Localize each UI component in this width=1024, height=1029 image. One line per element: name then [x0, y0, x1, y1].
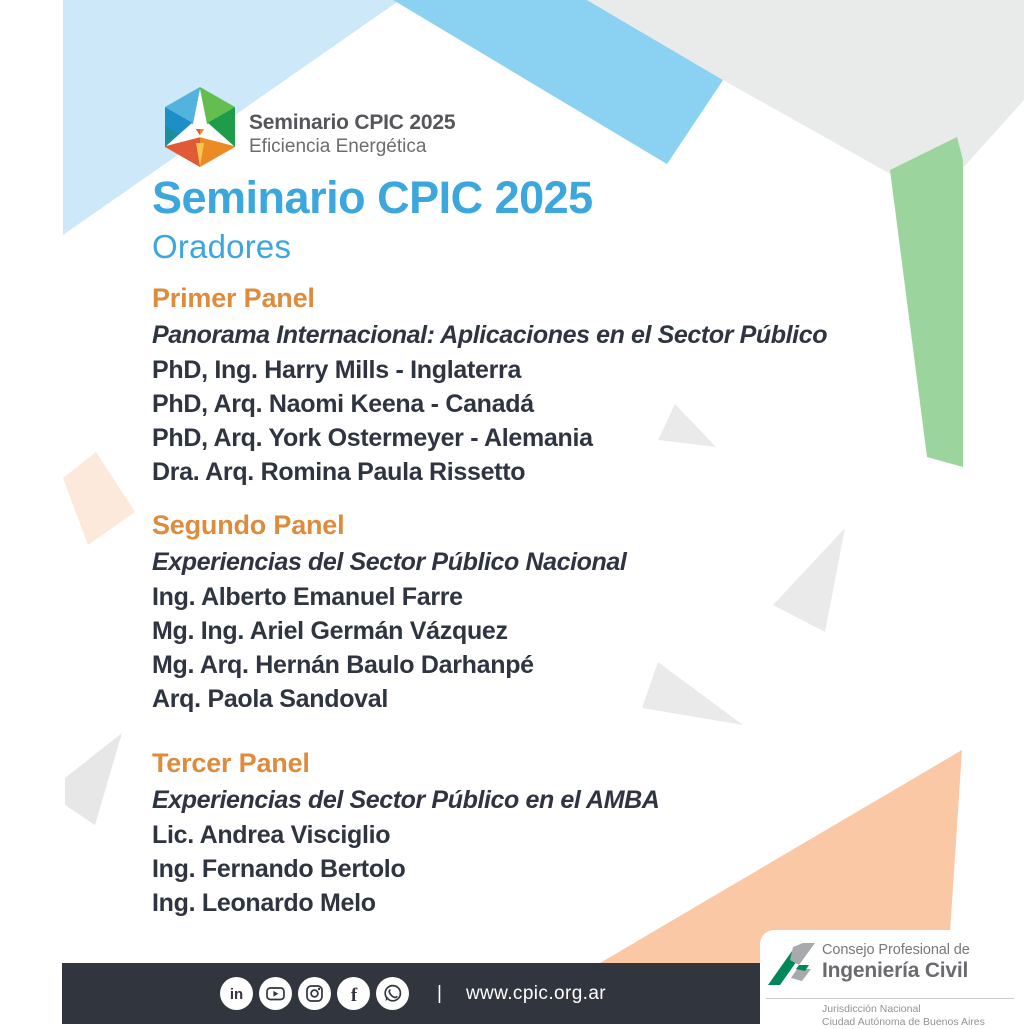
- panel-primer: [152, 283, 827, 489]
- panel-topic: Experiencias del Sector Público Nacional: [152, 548, 627, 576]
- seminar-hexagon-logo-icon: [163, 85, 237, 169]
- speaker-line: Ing. Leonardo Melo: [152, 889, 376, 917]
- speaker-line: Ing. Alberto Emanuel Farre: [152, 583, 463, 611]
- org-name-line1: Consejo Profesional de: [822, 942, 970, 958]
- seminar-badge: [163, 85, 455, 169]
- org-jurisdiction: Jurisdicción Nacional: [822, 1003, 921, 1015]
- svg-text:in: in: [229, 986, 244, 1003]
- page-title: Seminario CPIC 2025: [152, 172, 593, 223]
- speaker-line: Ing. Fernando Bertolo: [152, 855, 406, 883]
- deco-gray-kite-left: [65, 733, 122, 825]
- linkedin-icon[interactable]: [220, 977, 253, 1010]
- whatsapp-icon[interactable]: [376, 977, 409, 1010]
- panel-segundo: [152, 510, 626, 716]
- website-link[interactable]: www.cpic.org.ar: [465, 982, 607, 1004]
- org-card-divider: [766, 998, 1014, 999]
- org-name-line2: Ingeniería Civil: [822, 959, 969, 982]
- speaker-line: Arq. Paola Sandoval: [152, 685, 389, 713]
- badge-title: Seminario CPIC 2025: [249, 110, 456, 134]
- panel-topic: Experiencias del Sector Público en el AMBA: [152, 786, 660, 814]
- panel-heading: Tercer Panel: [152, 748, 310, 778]
- panel-heading: Segundo Panel: [152, 510, 345, 540]
- speaker-line: PhD, Arq. York Ostermeyer - Alemania: [152, 424, 593, 452]
- cpic-logo-icon: [766, 943, 820, 991]
- social-icons-row: [220, 977, 409, 1010]
- speaker-line: Mg. Ing. Ariel Germán Vázquez: [152, 617, 508, 645]
- speaker-line: PhD, Arq. Naomi Keena - Canadá: [152, 390, 534, 418]
- panel-heading: Primer Panel: [152, 283, 315, 313]
- badge-subtitle: Eficiencia Energética: [249, 135, 427, 157]
- cpic-org-card: [760, 930, 1024, 1028]
- youtube-icon[interactable]: [259, 977, 292, 1010]
- instagram-icon[interactable]: [298, 977, 331, 1010]
- speaker-line: Lic. Andrea Visciglio: [152, 821, 391, 849]
- speaker-line: Mg. Arq. Hernán Baulo Darhanpé: [152, 651, 534, 679]
- panel-topic: Panorama Internacional: Aplicaciones en el Sector Público: [152, 321, 828, 349]
- page-subtitle: Oradores: [152, 228, 292, 265]
- deco-gray-triangle-3: [642, 662, 743, 725]
- svg-text:f: f: [350, 985, 358, 1006]
- speaker-line: PhD, Ing. Harry Mills - Inglaterra: [152, 356, 522, 384]
- org-city: Ciudad Autónoma de Buenos Aires: [822, 1016, 985, 1028]
- deco-pale-peach-left: [63, 452, 135, 545]
- footer-separator: |: [437, 982, 442, 1004]
- facebook-icon[interactable]: [337, 977, 370, 1010]
- speaker-line: Dra. Arq. Romina Paula Rissetto: [152, 458, 526, 486]
- deco-gray-triangle-2: [773, 528, 845, 632]
- deco-green-wedge: [890, 137, 963, 467]
- panel-tercer: [152, 748, 659, 920]
